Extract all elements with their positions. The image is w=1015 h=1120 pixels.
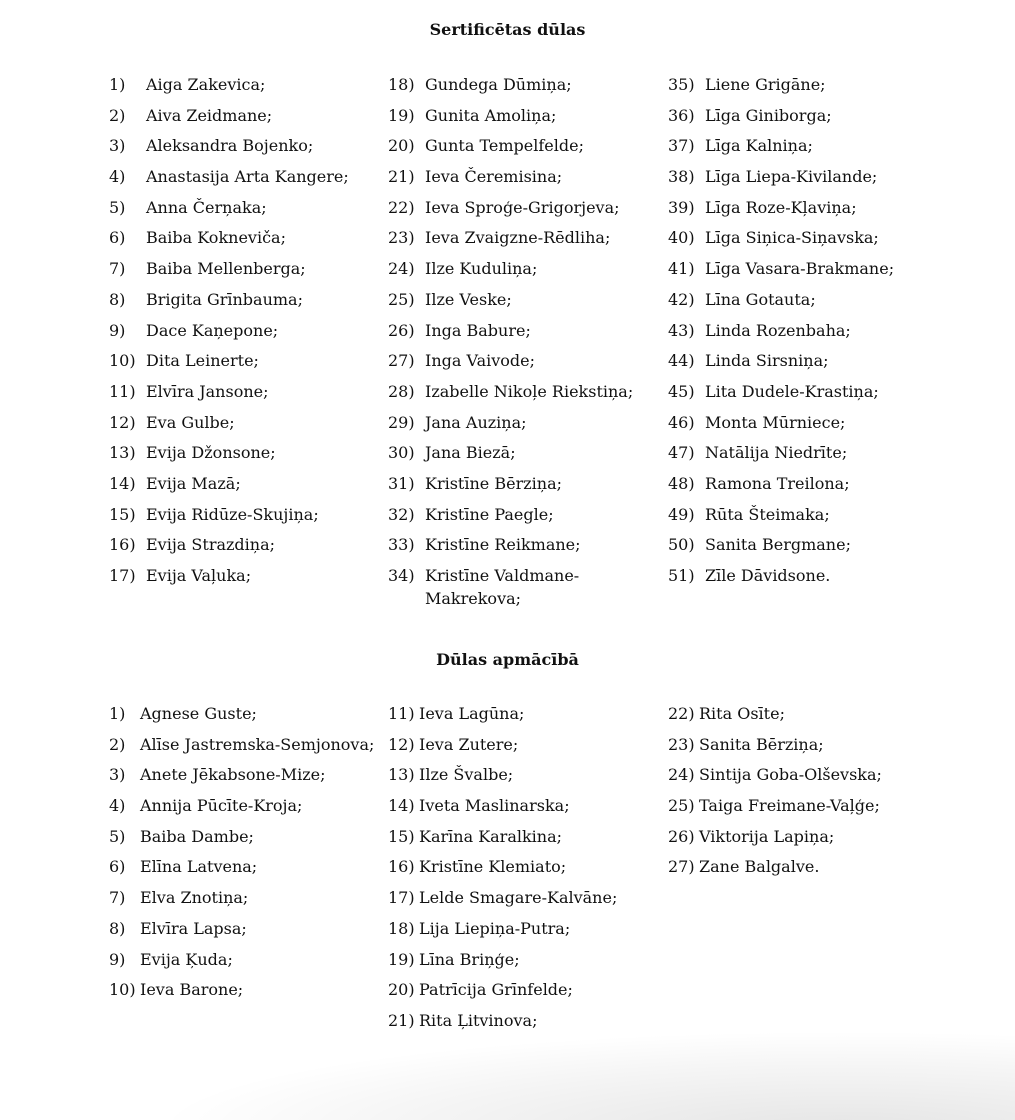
list-item-name: Alīse Jastremska-Semjonova; [140,734,375,754]
list-item [388,196,668,219]
list-item-number: 15) [109,504,136,524]
list-item-name: Evija Mazā; [146,473,241,493]
list-item [668,196,948,219]
list-item-name: Ieva Zutere; [419,734,519,754]
list-item-name: Linda Rozenbaha; [705,320,851,340]
list-item-number: 38) [668,167,695,187]
list-item-name: Baiba Kokneviča; [146,228,286,248]
list-item-name: Zīle Dāvidsone. [705,566,831,585]
list-item [668,733,948,756]
list-item-name: Elīna Latvena; [140,857,258,877]
section-heading-certified-doulas: Sertificētas dūlas [429,20,586,39]
list-item-name: Ilze Švalbe; [419,765,514,785]
list-item-number: 4) [109,167,126,187]
list-item-name: Evija Strazdiņa; [146,535,276,555]
list-item [388,533,668,556]
list-item [668,380,948,403]
list-item [668,411,948,434]
list-item-name: Inga Babure; [425,320,531,340]
list-item [109,763,389,786]
list-item-number: 51) [668,566,695,585]
list-item-number: 22) [668,704,695,723]
list-item [388,825,668,848]
list-item-name: Līga Vasara-Brakmane; [705,259,895,279]
list-item-name: Sintija Goba-Olševska; [699,765,882,785]
list-item-number: 27) [668,857,695,877]
list-item-number: 13) [388,765,415,785]
list-item [109,165,389,188]
list-item-name: Kristīne Bērziņa; [425,473,562,493]
list-item-number: 34) [388,566,415,585]
list-item [109,978,389,1001]
list-item-name: Anna Čerņaka; [146,197,267,217]
list-item [109,104,389,127]
list-item-number: 40) [668,228,695,248]
list-item-number: 14) [388,796,415,816]
list-item-name: Evija Ridūze-Skujiņa; [146,504,319,524]
list-item [388,349,668,372]
list-item-name: Ieva Zvaigzne-Rēdliha; [425,228,611,248]
list-item-name: Elvīra Jansone; [146,381,269,401]
list-item [109,257,389,280]
list-item-name: Lija Liepiņa-Putra; [419,918,571,938]
list-item-name: Ieva Lagūna; [419,704,525,723]
list-item [668,319,948,342]
list-item-name: Monta Mūrniece; [705,412,846,432]
list-item-number: 24) [388,259,415,279]
list-item-name: Annija Pūcīte-Kroja; [140,796,303,816]
list-item [668,165,948,188]
list-item-name: Sanita Bērziņa; [699,734,824,754]
list-item [109,886,389,909]
list-item [109,411,389,434]
list-item-name: Kristīne Paegle; [425,504,554,524]
list-item [388,165,668,188]
list-item [109,564,389,587]
list-item-number: 39) [668,197,695,217]
list-item-name: Liene Grigāne; [705,75,826,94]
list-item-number: 8) [109,918,126,938]
list-item [109,917,389,940]
list-item [668,73,948,96]
list-item-number: 31) [388,473,415,493]
list-item-name: Kristīne Reikmane; [425,535,581,555]
list-item-number: 3) [109,136,126,156]
list-item-number: 2) [109,105,126,125]
list-item-number: 29) [388,412,415,432]
list-item-number: 22) [388,197,415,217]
list-item-number: 11) [388,704,415,723]
list-item-name: Taiga Freimane-Vaļģe; [699,796,880,816]
list-item-number: 13) [109,443,136,463]
list-item-number: 10) [109,980,136,1000]
list-item [388,855,668,878]
list-item-number: 48) [668,473,695,493]
list-item-name: Aiga Zakevica; [146,75,266,94]
list-item-name: Aiva Zeidmane; [146,105,273,125]
list-item [109,472,389,495]
list-item-number: 36) [668,105,695,125]
list-item [388,917,668,940]
list-item-name: Kristīne Klemiato; [419,857,567,877]
list-item [109,702,389,725]
list-item-number: 50) [668,535,695,555]
list-item-name: Evija Džonsone; [146,443,276,463]
list-item-number: 6) [109,857,126,877]
list-item [109,533,389,556]
list-item-number: 15) [388,826,415,846]
list-item-name: Dita Leinerte; [146,351,259,371]
list-item-number: 17) [109,566,136,585]
list-item-number: 2) [109,734,126,754]
list-item-name: Dace Kaņepone; [146,320,279,340]
list-item-name: Natālija Niedrīte; [705,443,848,463]
list-item-name: Inga Vaivode; [425,351,536,371]
list-item-number: 18) [388,918,415,938]
list-item-number: 23) [388,228,415,248]
list-column [668,73,948,595]
list-item [388,503,668,526]
list-item-number: 18) [388,75,415,94]
list-column [668,702,948,886]
list-item [388,288,668,311]
list-item-number: 7) [109,888,126,908]
list-item [109,948,389,971]
list-item [668,564,948,587]
list-item-name: Izabelle Nikoļe Riekstiņa; [425,381,634,401]
list-item-number: 1) [109,704,126,723]
list-item [388,104,668,127]
list-item-number: 45) [668,381,695,401]
list-item-name: Lelde Smagare-Kalvāne; [419,888,618,908]
list-item-number: 42) [668,289,695,309]
list-item-name: Rita Ļitvinova; [419,1010,538,1030]
list-item-name: Gunita Amoliņa; [425,105,557,125]
list-item [668,794,948,817]
list-item-name: Līga Giniborga; [705,105,832,125]
list-item-name: Baiba Dambe; [140,826,254,846]
list-item-name: Anete Jēkabsone-Mize; [140,765,326,785]
list-item-name: Ieva Čeremisina; [425,167,563,187]
list-item-name: Evija Ķuda; [140,949,233,969]
list-item-number: 24) [668,765,695,785]
list-item-name: Patrīcija Grīnfelde; [419,980,573,1000]
list-item-number: 26) [388,320,415,340]
list-item [109,794,389,817]
page-shadow [150,1030,1015,1120]
list-item-number: 3) [109,765,126,785]
list-item-number: 9) [109,949,126,969]
list-item-number: 12) [109,412,136,432]
list-item-number: 41) [668,259,695,279]
list-item [109,733,389,756]
list-item-name: Iveta Maslinarska; [419,796,570,816]
list-item-number: 5) [109,197,126,217]
list-item [388,702,668,725]
list-item [668,763,948,786]
list-column [388,73,668,618]
list-item [109,288,389,311]
list-item [668,702,948,725]
list-item [668,441,948,464]
list-item [388,1009,668,1032]
list-item-number: 30) [388,443,415,463]
list-item-number: 10) [109,351,136,371]
list-item [109,73,389,96]
list-item-number: 21) [388,167,415,187]
list-item-name: Jana Auziņa; [425,412,527,432]
list-item [388,948,668,971]
list-column [388,702,668,1040]
list-item [109,825,389,848]
list-item-name: Gundega Dūmiņa; [425,75,572,94]
list-item-number: 37) [668,136,695,156]
list-item-name: Viktorija Lapiņa; [699,826,835,846]
list-item-number: 8) [109,289,126,309]
list-item [668,472,948,495]
list-item-number: 1) [109,75,126,94]
list-item [388,134,668,157]
list-column [109,73,389,595]
list-item [668,533,948,556]
list-item-number: 47) [668,443,695,463]
list-item [668,503,948,526]
list-item [388,319,668,342]
list-item-name: Kristīne Valdmane-Makrekova; [425,566,580,608]
list-item [388,763,668,786]
list-item [668,825,948,848]
list-item [388,226,668,249]
list-item [109,503,389,526]
list-item-name: Līga Liepa-Kivilande; [705,167,878,187]
list-item [668,855,948,878]
list-item [388,380,668,403]
list-item-number: 20) [388,136,415,156]
list-item-name: Rūta Šteimaka; [705,504,830,524]
list-item-name: Eva Gulbe; [146,412,235,432]
list-item [388,978,668,1001]
list-item-name: Lita Dudele-Krastiņa; [705,381,879,401]
list-item [388,411,668,434]
list-item-number: 46) [668,412,695,432]
list-item-number: 49) [668,504,695,524]
list-item-name: Ieva Barone; [140,980,244,1000]
list-item-name: Sanita Bergmane; [705,535,851,555]
list-item-number: 16) [109,535,136,555]
list-item-number: 33) [388,535,415,555]
list-item-name: Līna Gotauta; [705,289,816,309]
list-item [388,886,668,909]
list-item-number: 9) [109,320,126,340]
list-item-name: Līna Briņģe; [419,949,520,969]
list-item-name: Agnese Guste; [140,704,257,723]
list-item-number: 17) [388,888,415,908]
list-item-name: Līga Kalniņa; [705,136,813,156]
list-item-number: 16) [388,857,415,877]
list-item-name: Baiba Mellenberga; [146,259,306,279]
list-item-number: 44) [668,351,695,371]
section-heading-doulas-in-training: Dūlas apmācībā [436,650,579,669]
list-item [388,733,668,756]
list-column [109,702,389,1009]
list-item [109,441,389,464]
list-item-name: Elva Znotiņa; [140,888,249,908]
list-item-number: 12) [388,734,415,754]
list-item-number: 20) [388,980,415,1000]
list-item-number: 21) [388,1010,415,1030]
list-item-name: Elvīra Lapsa; [140,918,247,938]
list-item-name: Rita Osīte; [699,704,785,723]
list-item [109,134,389,157]
list-item-name: Ieva Sproģe-Grigorjeva; [425,197,620,217]
list-item-number: 4) [109,796,126,816]
list-item-name: Aleksandra Bojenko; [146,136,314,156]
list-item-name: Līga Roze-Kļaviņa; [705,197,857,217]
list-item [668,257,948,280]
list-item-name: Evija Vaļuka; [146,566,252,585]
list-item-number: 14) [109,473,136,493]
list-item-number: 28) [388,381,415,401]
list-item [109,380,389,403]
list-item-name: Ramona Treilona; [705,473,850,493]
list-item-number: 35) [668,75,695,94]
list-item-number: 6) [109,228,126,248]
list-item-number: 32) [388,504,415,524]
list-item-name: Gunta Tempelfelde; [425,136,584,156]
list-item [388,257,668,280]
list-item [668,288,948,311]
list-item-number: 25) [388,289,415,309]
list-item-name: Zane Balgalve. [699,857,820,877]
list-item [388,441,668,464]
list-item-number: 7) [109,259,126,279]
list-item [388,73,668,96]
list-item-name: Ilze Kuduliņa; [425,259,538,279]
list-item [109,349,389,372]
list-item [388,564,668,610]
list-item-name: Ilze Veske; [425,289,512,309]
list-item [109,196,389,219]
list-item-number: 27) [388,351,415,371]
list-item-name: Karīna Karalkina; [419,826,563,846]
list-item [109,855,389,878]
list-item-name: Brigita Grīnbauma; [146,289,303,309]
list-item [109,226,389,249]
list-item-number: 23) [668,734,695,754]
list-item-name: Anastasija Arta Kangere; [146,167,349,187]
list-item [668,226,948,249]
list-item-name: Līga Siņica-Siņavska; [705,228,879,248]
list-item [388,472,668,495]
list-item-number: 26) [668,826,695,846]
list-item-number: 43) [668,320,695,340]
list-item-number: 5) [109,826,126,846]
list-item [668,104,948,127]
list-item-number: 19) [388,105,415,125]
list-item-name: Linda Sirsniņa; [705,351,829,371]
list-item-number: 11) [109,381,136,401]
list-item [388,794,668,817]
list-item [668,134,948,157]
list-item [668,349,948,372]
list-item-number: 25) [668,796,695,816]
list-item [109,319,389,342]
list-item-number: 19) [388,949,415,969]
list-item-name: Jana Biezā; [425,443,516,463]
